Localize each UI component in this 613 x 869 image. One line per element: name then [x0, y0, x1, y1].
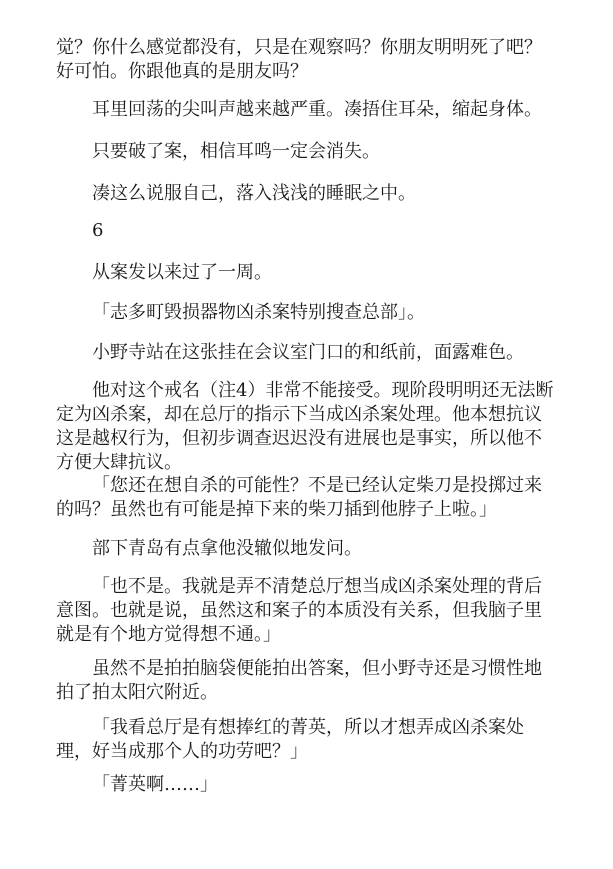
paragraph: 只要破了案，相信耳鸣一定会消失。: [92, 141, 380, 162]
paragraph: 耳里回荡的尖叫声越来越严重。凑捂住耳朵，缩起身体。: [92, 99, 542, 120]
paragraph: 「您还在想自杀的可能性？不是已经认定柴刀是投掷过来的吗？虽然也有可能是掉下来的柴刀插到他脖子上啦。」: [56, 475, 542, 520]
section-number: 6: [92, 220, 104, 241]
paragraph: 虽然不是拍拍脑袋便能拍出答案，但小野寺还是习惯性地拍了拍太阳穴附近。: [56, 658, 542, 703]
paragraph: 部下青岛有点拿他没辙似地发问。: [92, 538, 362, 559]
paragraph: 小野寺站在这张挂在会议室门口的和纸前，面露难色。: [92, 342, 524, 363]
paragraph: 他对这个戒名（注4）非常不能接受。现阶段明明还无法断定为凶杀案，却在总厅的指示下当成凶杀案处理。他本想抗议这是越权行为，但初步调查迟迟没有进展也是事实，所以他不方便大肆抗议。: [56, 380, 554, 473]
paragraph: 「也不是。我就是弄不清楚总厅想当成凶杀案处理的背后意图。也就是说，虽然这和案子的本质没有关系，但我脑子里就是有个地方觉得想不通。」: [56, 576, 542, 645]
paragraph: 「志多町毁损器物凶杀案特别搜查总部」。: [92, 302, 425, 323]
paragraph-continuation: 觉？你什么感觉都没有，只是在观察吗？你朋友明明死了吧？好可怕。你跟他真的是朋友吗？: [56, 37, 542, 82]
paragraph: 「菁英啊……」: [92, 774, 218, 795]
paragraph: 凑这么说服自己，落入浅浅的睡眠之中。: [92, 183, 416, 204]
paragraph: 从案发以来过了一周。: [92, 262, 272, 283]
paragraph: 「我看总厅是有想捧红的菁英，所以才想弄成凶杀案处理，好当成那个人的功劳吧？」: [56, 717, 524, 762]
